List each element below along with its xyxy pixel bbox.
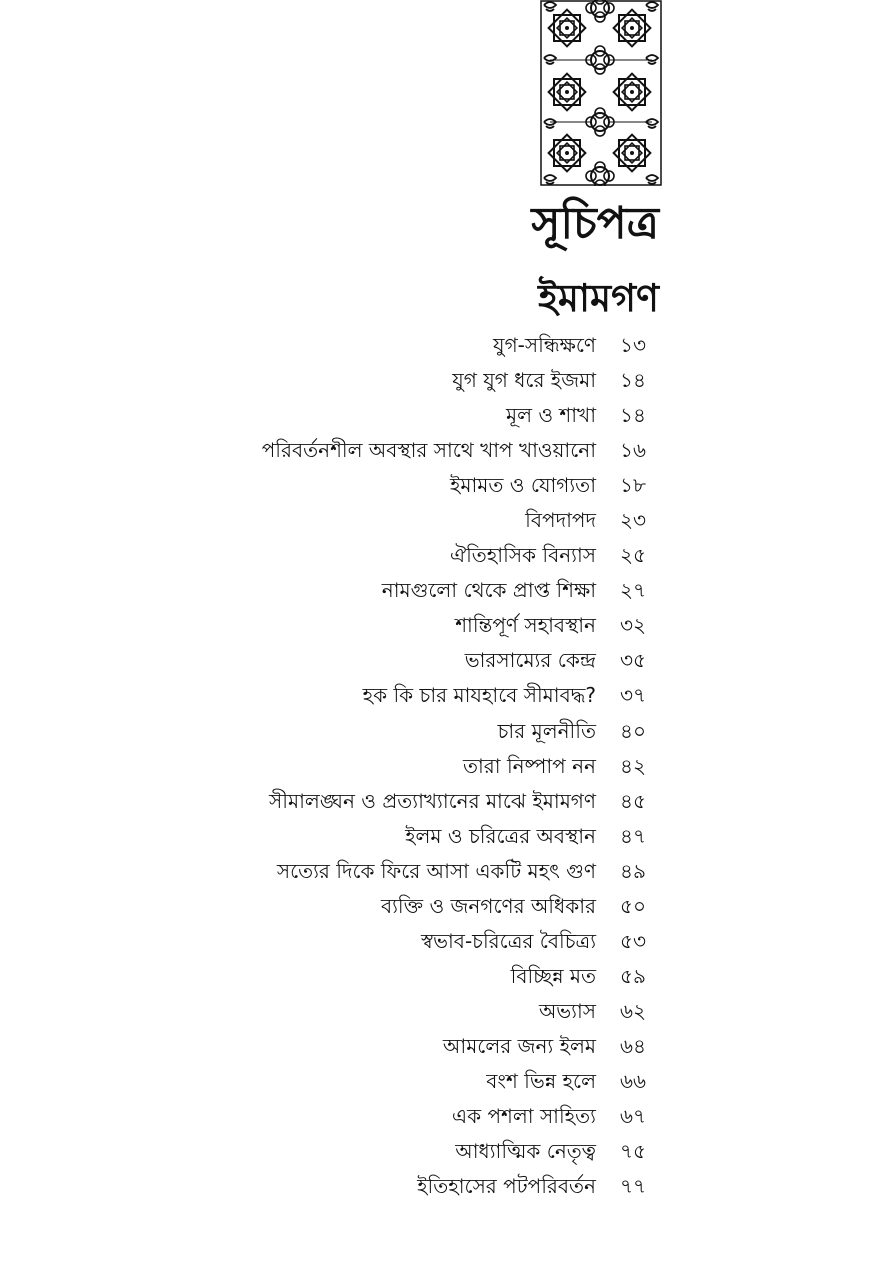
toc-row[interactable] bbox=[0, 363, 870, 398]
toc-entry-title: বিপদাপদ bbox=[525, 508, 596, 533]
toc-entry-title: যুগ-সন্ধিক্ষণে bbox=[493, 333, 596, 357]
toc-row[interactable] bbox=[0, 749, 870, 784]
toc-row[interactable] bbox=[0, 398, 870, 433]
toc-row[interactable] bbox=[0, 1029, 870, 1064]
toc-row[interactable] bbox=[0, 503, 870, 538]
toc-entry-title: পরিবর্তনশীল অবস্থার সাথে খাপ খাওয়ানো bbox=[261, 438, 596, 463]
toc-row[interactable] bbox=[0, 959, 870, 994]
toc-entry-page: ২৭ bbox=[620, 578, 647, 603]
toc-row[interactable] bbox=[0, 538, 870, 573]
toc-entry-title: বংশ ভিন্ন হলে bbox=[486, 1068, 596, 1093]
toc-entry-page: ৬৭ bbox=[620, 1104, 647, 1129]
table-of-contents bbox=[0, 328, 870, 1204]
toc-entry-page: ১৮ bbox=[620, 473, 646, 498]
toc-entry-page: ৩২ bbox=[620, 613, 647, 638]
toc-entry-page: ৬২ bbox=[620, 998, 647, 1023]
toc-row[interactable] bbox=[0, 784, 870, 819]
toc-entry-page: ৬৪ bbox=[620, 1033, 646, 1058]
toc-entry-title: হক কি চার মাযহাবে সীমাবদ্ধ? bbox=[362, 683, 596, 708]
toc-entry-page: ৪২ bbox=[620, 753, 646, 778]
toc-entry-title: ইমামত ও যোগ্যতা bbox=[449, 473, 596, 498]
toc-row[interactable] bbox=[0, 889, 870, 924]
toc-row[interactable] bbox=[0, 1099, 870, 1134]
toc-row[interactable] bbox=[0, 328, 870, 363]
toc-entry-page: ৪৫ bbox=[620, 788, 646, 813]
toc-entry-page: ৪৯ bbox=[620, 858, 646, 883]
toc-entry-title: ইলম ও চরিত্রের অবস্থান bbox=[405, 823, 596, 848]
toc-entry-title: স্বভাব-চরিত্রের বৈচিত্র্য bbox=[420, 928, 596, 953]
toc-entry-title: চার মূলনীতি bbox=[497, 718, 596, 743]
toc-entry-title: সীমালঙ্ঘন ও প্রত্যাখ্যানের মাঝে ইমামগণ bbox=[269, 788, 596, 813]
toc-entry-title: যুগ যুগ ধরে ইজমা bbox=[452, 368, 596, 393]
toc-row[interactable] bbox=[0, 714, 870, 749]
toc-row[interactable] bbox=[0, 468, 870, 503]
toc-entry-page: ৩৫ bbox=[620, 648, 646, 673]
section-title: ইমামগণ bbox=[538, 276, 659, 320]
toc-entry-title: ঐতিহাসিক বিন্যাস bbox=[450, 543, 596, 568]
decorative-pattern bbox=[540, 0, 662, 186]
toc-entry-title: বিচ্ছিন্ন মত bbox=[510, 963, 596, 988]
toc-entry-page: ২৩ bbox=[620, 508, 647, 533]
toc-entry-page: ১৬ bbox=[620, 438, 646, 463]
toc-entry-page: ১৪ bbox=[620, 403, 646, 428]
toc-entry-page: ৪০ bbox=[620, 718, 646, 743]
toc-entry-page: ৭৫ bbox=[620, 1139, 646, 1164]
toc-entry-title: নামগুলো থেকে প্রাপ্ত শিক্ষা bbox=[381, 578, 596, 603]
toc-entry-page: ৬৬ bbox=[620, 1068, 647, 1093]
toc-row[interactable] bbox=[0, 994, 870, 1029]
toc-entry-title: অভ্যাস bbox=[538, 998, 596, 1023]
toc-row[interactable] bbox=[0, 1134, 870, 1169]
toc-row[interactable] bbox=[0, 819, 870, 854]
toc-row[interactable] bbox=[0, 1064, 870, 1099]
toc-entry-title: ইতিহাসের পটপরিবর্তন bbox=[417, 1174, 596, 1199]
toc-entry-title: ব্যক্তি ও জনগণের অধিকার bbox=[381, 893, 596, 918]
toc-entry-page: ৫৯ bbox=[620, 963, 646, 988]
toc-entry-page: ৫০ bbox=[620, 893, 646, 918]
toc-entry-title: আধ্যাত্মিক নেতৃত্ব bbox=[455, 1139, 596, 1164]
toc-row[interactable] bbox=[0, 854, 870, 889]
toc-row[interactable] bbox=[0, 1169, 870, 1204]
toc-entry-page: ৭৭ bbox=[620, 1174, 647, 1199]
toc-entry-title: তারা নিষ্পাপ নন bbox=[462, 753, 596, 778]
toc-entry-page: ৫৩ bbox=[620, 928, 646, 953]
toc-row[interactable] bbox=[0, 924, 870, 959]
toc-row[interactable] bbox=[0, 573, 870, 608]
toc-entry-title: ভারসাম্যের কেন্দ্র bbox=[464, 648, 596, 673]
toc-row[interactable] bbox=[0, 678, 870, 713]
toc-entry-title: মূল ও শাখা bbox=[505, 403, 596, 428]
toc-entry-page: ৩৭ bbox=[620, 683, 647, 708]
toc-entry-page: ১৪ bbox=[620, 368, 646, 393]
toc-entry-title: সত্যের দিকে ফিরে আসা একটি মহৎ গুণ bbox=[276, 858, 596, 883]
toc-entry-title: শান্তিপূর্ণ সহাবস্থান bbox=[455, 613, 596, 638]
toc-entry-title: এক পশলা সাহিত্য bbox=[451, 1104, 596, 1129]
toc-row[interactable] bbox=[0, 433, 870, 468]
toc-entry-page: ৪৭ bbox=[620, 823, 646, 848]
toc-row[interactable] bbox=[0, 643, 870, 678]
toc-entry-page: ১৩ bbox=[620, 333, 646, 357]
page-title: সূচিপত্র bbox=[531, 198, 659, 249]
toc-row[interactable] bbox=[0, 608, 870, 643]
toc-entry-page: ২৫ bbox=[620, 543, 646, 568]
toc-entry-title: আমলের জন্য ইলম bbox=[442, 1033, 596, 1058]
